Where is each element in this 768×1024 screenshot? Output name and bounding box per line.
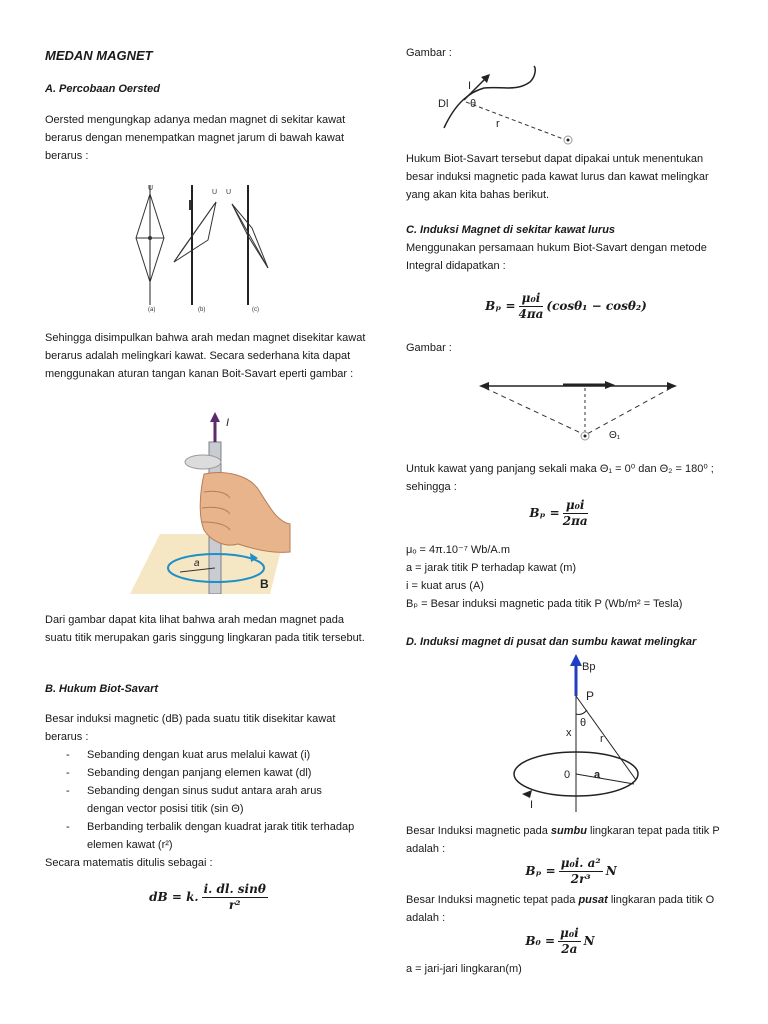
fig1-label-r: r — [496, 118, 500, 130]
section-a-paragraph-1: Oersted mengungkap adanya medan magnet di sekitar kawat berarus dengan menempatkan magnet jarum di bawah kawat berarus : — [45, 114, 346, 162]
section-a-paragraph-3: Dari gambar dapat kita lihat bahwa arah medan magnet pada suatu titik merupakan garis singgung lingkaran pada titik tersebut. — [45, 614, 365, 644]
sumbu-paragraph: Besar Induksi magnetic pada sumbu lingkaran tepat pada titik P adalah : — [406, 825, 720, 855]
loop-label-theta: θ — [580, 717, 587, 729]
loop-label-bp: Bp — [582, 661, 596, 673]
svg-text:U: U — [148, 185, 154, 192]
formula-bp-straight: Bₚ = $\frac{\text{μ₀i}}{4\pi a}$ (cosθ₁ − cosθ₂) — [485, 291, 647, 321]
section-b-heading: B. Hukum Biot-Savart — [45, 683, 159, 695]
formula-db: dB = k. $\frac{i. dl. \sin\theta}{\text{r²}}$ — [149, 882, 266, 912]
list-item: - Sebanding dengan sinus sudut antara arah arus dengan vector posisi titik (sin Θ) — [45, 782, 355, 818]
formula-bp-long: Bₚ = $\frac{\text{μ₀i}}{2\pi a}$ — [529, 498, 588, 528]
svg-text:U: U — [226, 189, 232, 196]
fig2-label-theta: Θ₁ — [609, 430, 621, 441]
fig1-label-i: I — [468, 80, 472, 92]
definition-i: i = kuat arus (A) — [406, 580, 484, 592]
pusat-paragraph: Besar Induksi magnetic tepat pada pusat lingkaran pada titik O adalah : — [406, 894, 715, 924]
right-hand-rule-figure — [120, 412, 300, 594]
section-a-paragraph-2: Sehingga disimpulkan bahwa arah medan magnet disekitar kawat berarus adalah melingkari kawat. Secara sederhana kita dapat menggunakan aturan tangan kanan Boit-Savart eperti gambar : — [45, 332, 366, 380]
gambar-label-2: Gambar : — [406, 342, 452, 354]
formula-b0-center: B₀ = $\frac{\text{μ₀i}}{2a}$ N — [525, 926, 595, 956]
hand-label-a: a — [194, 558, 200, 569]
fig1-label-theta: θ — [470, 98, 477, 110]
oersted-label-c: (c) — [252, 307, 259, 313]
list-item: - Sebanding dengan panjang elemen kawat (dl) — [45, 764, 355, 782]
loop-label-zero: 0 — [564, 769, 571, 781]
section-c-heading: C. Induksi Magnet di sekitar kawat lurus — [406, 224, 616, 236]
loop-label-i: I — [530, 799, 534, 811]
definition-mu0: μₒ = 4π.10⁻⁷ Wb/A.m — [406, 544, 510, 556]
oersted-compass-figure — [128, 180, 278, 315]
biot-savart-paragraph: Hukum Biot-Savart tersebut dapat dipakai untuk menentukan besar induksi magnetic pada kawat lurus dan kawat melingkar yang akan kita bahas berikut. — [406, 153, 709, 201]
oersted-label-a: (a) — [148, 307, 156, 313]
straight-wire-figure — [475, 374, 685, 446]
loop-label-p: P — [586, 689, 595, 703]
circular-loop-figure — [510, 652, 650, 820]
biot-savart-figure — [430, 62, 580, 154]
definition-a: a = jarak titik P terhadap kawat (m) — [406, 562, 577, 574]
definition-bp: Bₚ = Besar induksi magnetic pada titik P (Wb/m² = Tesla) — [406, 598, 683, 610]
long-wire-paragraph: Untuk kawat yang panjang sekali maka Θ₁ = 0⁰ dan Θ₂ = 180⁰ ; sehingga : — [406, 463, 714, 493]
loop-current-arrow-icon — [522, 790, 532, 798]
loop-label-x: x — [566, 727, 572, 739]
oersted-label-b: (b) — [198, 307, 206, 313]
gambar-label-1: Gambar : — [406, 47, 452, 59]
section-c-intro: Menggunakan persamaan hukum Biot-Savart dengan metode Integral didapatkan : — [406, 242, 707, 272]
hand-label-i: I — [226, 417, 230, 429]
hand-label-b: B — [260, 577, 269, 591]
page-title: MEDAN MAGNET — [45, 48, 153, 63]
section-a-heading: A. Percobaan Oersted — [45, 83, 160, 95]
bp-arrow-icon — [570, 654, 582, 666]
list-item: - Berbanding terbalik dengan kuadrat jarak titik terhadap elemen kawat (r²) — [45, 818, 355, 854]
math-intro: Secara matematis ditulis sebagai : — [45, 857, 213, 869]
loop-label-r: r — [600, 733, 604, 745]
formula-bp-axis: Bₚ = $\frac{\text{μ₀i. a²}}{\text{2r³}}$ N — [525, 856, 617, 886]
svg-text:U: U — [212, 189, 218, 196]
section-b-intro: Besar induksi magnetic (dB) pada suatu titik disekitar kawat berarus : — [45, 713, 336, 743]
list-item: - Sebanding dengan kuat arus melalui kawat (i) — [45, 746, 355, 764]
loop-label-a: a — [594, 769, 601, 781]
definitions-straight — [406, 541, 736, 613]
current-arrow-icon — [210, 412, 220, 422]
biot-savart-list — [45, 746, 355, 854]
definition-radius: a = jari-jari lingkaran(m) — [406, 963, 522, 975]
current-arrow-icon — [605, 381, 615, 389]
section-d-heading: D. Induksi magnet di pusat dan sumbu kawat melingkar — [406, 636, 697, 648]
fig1-label-dl: Dl — [438, 98, 449, 110]
